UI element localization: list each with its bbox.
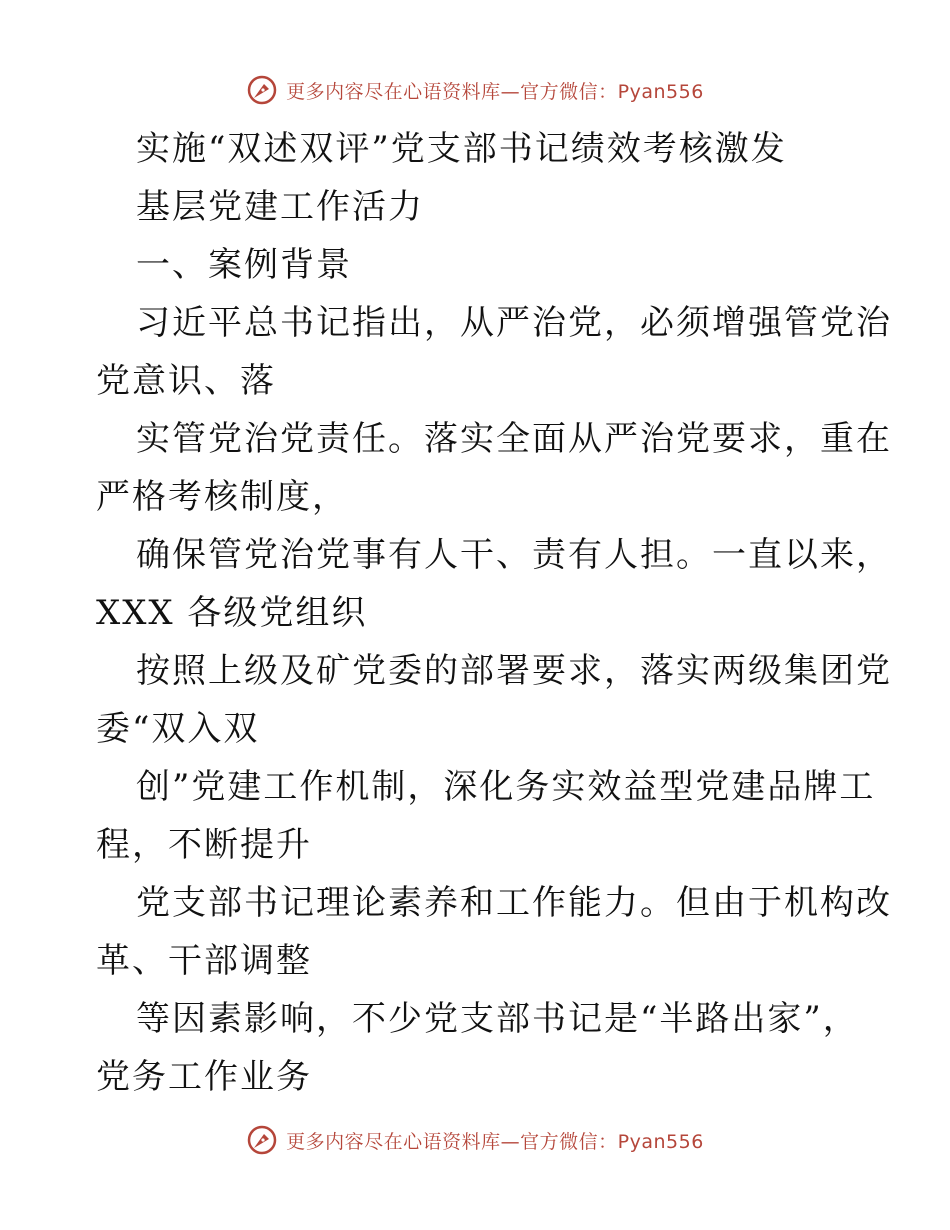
document-body xyxy=(96,120,892,1106)
paragraph-line: 习近平总书记指出，从严治党，必须增强管党治 xyxy=(136,303,892,343)
paragraph-line: 创”党建工作机制，深化务实效益型党建品牌工 xyxy=(136,767,876,807)
paragraph-line: 确保管党治党事有人干、责有人担。一直以来， xyxy=(136,535,892,575)
paragraph-line: 党务工作业务 xyxy=(96,1057,312,1097)
paragraph-line: 等因素影响，不少党支部书记是“半路出家”， xyxy=(136,999,859,1039)
paragraph-line: 党支部书记理论素养和工作能力。但由于机构改 xyxy=(136,883,892,923)
paragraph-line: 按照上级及矿党委的部署要求，落实两级集团党 xyxy=(136,651,892,691)
paragraph-line: 程，不断提升 xyxy=(96,825,312,865)
header-banner-text: 更多内容尽在心语资料库—官方微信：Pyan556 xyxy=(286,80,704,103)
section-heading: 一、案例背景 xyxy=(136,245,352,285)
header-banner xyxy=(0,70,950,110)
footer-banner xyxy=(0,1120,950,1160)
paragraph-line: 实管党治党责任。落实全面从严治党要求，重在 xyxy=(136,419,892,459)
paragraph-line: 严格考核制度， xyxy=(96,477,348,517)
paragraph-line: XXX 各级党组织 xyxy=(96,593,368,633)
paragraph-line: 党意识、落 xyxy=(96,361,276,401)
pen-nib-logo-icon xyxy=(246,74,278,106)
doc-title-line-2: 基层党建工作活力 xyxy=(136,187,424,227)
paragraph-line: 委“双入双 xyxy=(96,709,260,749)
footer-banner-text: 更多内容尽在心语资料库—官方微信：Pyan556 xyxy=(286,1130,704,1153)
paragraph-line: 革、干部调整 xyxy=(96,941,312,981)
doc-title-line-1: 实施“双述双评”党支部书记绩效考核激发 xyxy=(136,129,787,169)
pen-nib-logo-icon xyxy=(246,1124,278,1156)
